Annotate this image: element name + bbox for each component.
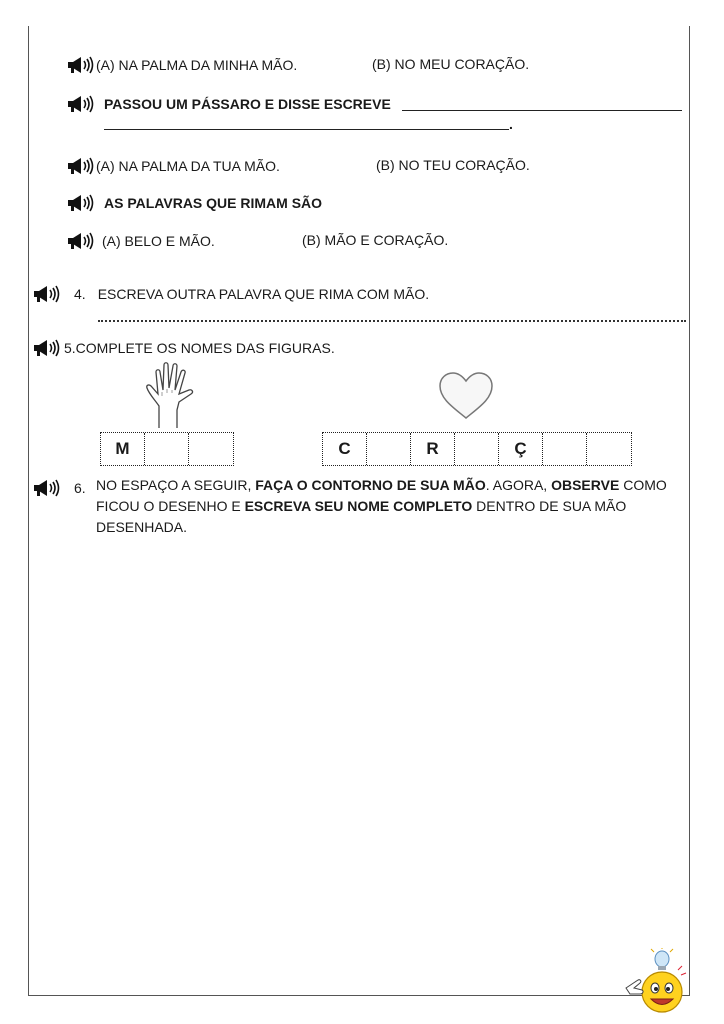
- letter-box[interactable]: [455, 433, 499, 465]
- letter-box[interactable]: [367, 433, 411, 465]
- megaphone-icon: [66, 231, 96, 251]
- megaphone-icon: [66, 94, 96, 114]
- question-5: 5.COMPLETE OS NOMES DAS FIGURAS.: [32, 338, 335, 358]
- letter-box: M: [101, 433, 145, 465]
- question-4: 4. ESCREVA OUTRA PALAVRA QUE RIMA COM MÃO.: [32, 284, 429, 304]
- line-option-2b: (B) NO TEU CORAÇÃO.: [376, 157, 530, 173]
- verse-period: .: [509, 116, 513, 132]
- megaphone-icon: [66, 156, 96, 176]
- verse-line: PASSOU UM PÁSSARO E DISSE ESCREVE: [66, 94, 391, 114]
- heart-outline-illustration: [436, 370, 496, 422]
- megaphone-icon: [32, 284, 62, 304]
- letter-box: R: [411, 433, 455, 465]
- rhyme-title: AS PALAVRAS QUE RIMAM SÃO: [66, 193, 322, 213]
- answer-line[interactable]: [402, 110, 682, 111]
- megaphone-icon: [66, 193, 96, 213]
- line-option-3a: (A) BELO E MÃO.: [66, 231, 215, 251]
- letter-box: C: [323, 433, 367, 465]
- megaphone-icon: [32, 478, 62, 498]
- letter-box[interactable]: [189, 433, 233, 465]
- question-6-text: NO ESPAÇO A SEGUIR, FAÇA O CONTORNO DE SUA MÃO. AGORA, OBSERVE COMO FICOU O DESENHO E ESCREVA SEU NOME COMPLETO DENTRO DE SUA MÃO DESENHADA.: [96, 477, 667, 535]
- line-option-2a: (A) NA PALMA DA TUA MÃO.: [66, 156, 280, 176]
- letter-box[interactable]: [145, 433, 189, 465]
- letter-box[interactable]: [543, 433, 587, 465]
- letter-box: Ç: [499, 433, 543, 465]
- line-option-1a: (A) NA PALMA DA MINHA MÃO.: [66, 55, 297, 75]
- line-option-1b: (B) NO MEU CORAÇÃO.: [372, 56, 530, 72]
- word-boxes-mao: [100, 432, 234, 466]
- hand-outline-illustration: [145, 360, 205, 430]
- answer-line[interactable]: [104, 129, 509, 130]
- megaphone-icon: [32, 338, 62, 358]
- smiley-lightbulb-mascot: [618, 948, 690, 1016]
- letter-box[interactable]: [587, 433, 631, 465]
- megaphone-icon: [66, 55, 96, 75]
- question-6-icon-row: 6.: [32, 478, 86, 498]
- word-boxes-coracao: [322, 432, 632, 466]
- line-option-3b: (B) MÃO E CORAÇÃO.: [302, 232, 449, 248]
- answer-dotted-line[interactable]: [98, 320, 686, 322]
